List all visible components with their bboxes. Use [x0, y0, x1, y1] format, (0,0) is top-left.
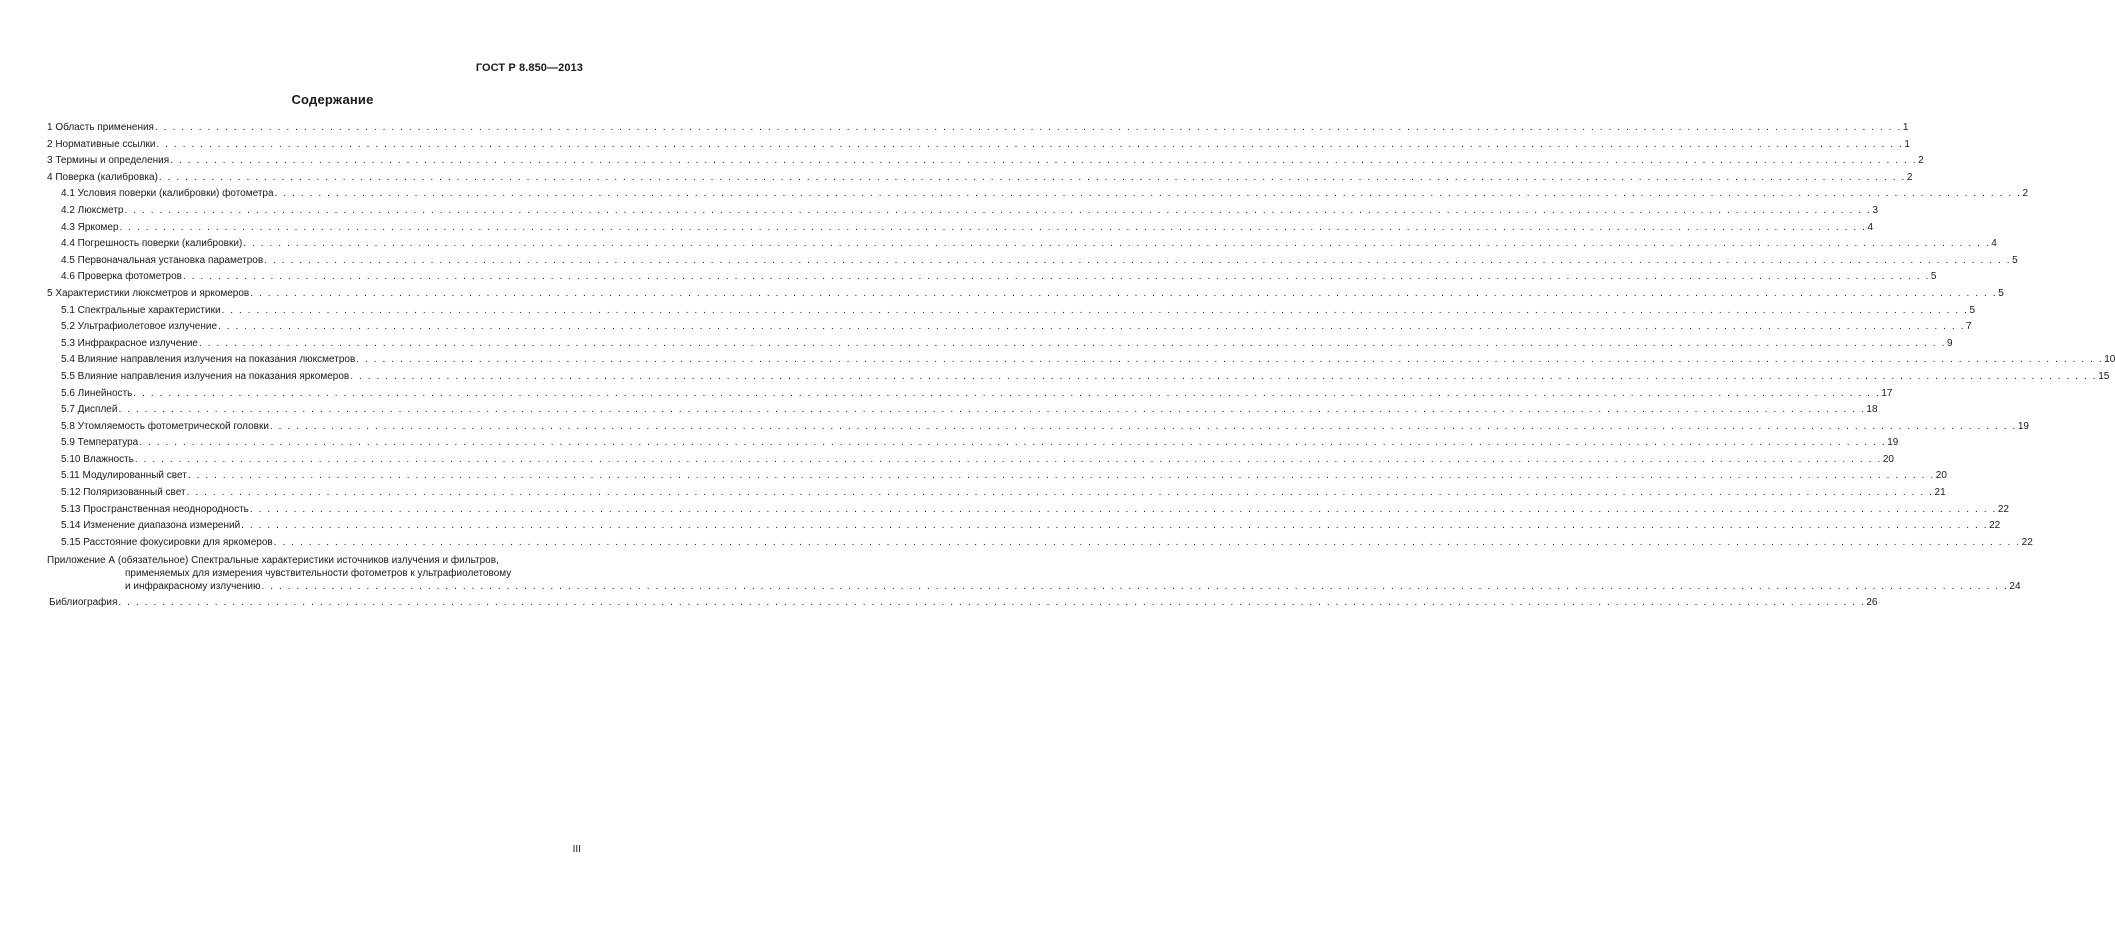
toc-entry-page-number: 1	[1902, 122, 1909, 133]
toc-entry[interactable]	[47, 120, 1909, 137]
toc-entry-page-number: 5	[1930, 271, 1937, 283]
annex-title-line-2: применяемых для измерения чувствительности фотометров к ультрафиолетовому	[125, 568, 512, 580]
toc-entry-label: 5.14 Изменение диапазона измерений	[61, 520, 241, 532]
toc-entry-page-number: 5	[2012, 254, 2018, 266]
toc-entry[interactable]	[47, 352, 2115, 369]
dot-leader: . . . . . . . . . . . . . . . . . . . . . . . . . . . . . . . . . . . . . . . . . . . . . . . . . . . . . . . . . . . . . . . . . . . . . . . . . . . . . . . . . . . . . . . . . . . . . . . . . . . . . . . . . . . . . . . . . . . . . . . . . . . . . . . . . . . . . . . . . . . . . . . . . . . . . . . . . . . . . . . . . . . . . . . . . . . . . . . . . . . . . . . . . . . . . . . . . . . . . . . .	[170, 155, 1918, 167]
toc-entry-label: 5.7 Дисплей	[61, 404, 118, 416]
toc-entry[interactable]	[47, 336, 1953, 353]
toc-entry-page-number: 5	[1969, 304, 1976, 316]
toc-entry-label: 5.5 Влияние направления излучения на показания яркомеров	[61, 370, 350, 382]
dot-leader: . . . . . . . . . . . . . . . . . . . . . . . . . . . . . . . . . . . . . . . . . . . . . . . . . . . . . . . . . . . . . . . . . . . . . . . . . . . . . . . . . . . . . . . . . . . . . . . . . . . . . . . . . . . . . . . . . . . . . . . . . . . . . . . . . . . . . . . . . . . . . . . . . . . . . . . . . . . . . . . . . . . . . . . . . . . . . . . . . . . . . . . . . . . . . . . . . . . . . . . .	[261, 581, 2009, 593]
toc-entry-page-number: 9	[1946, 337, 1953, 349]
toc-entry-label: 4.4 Погрешность поверки (калибровки)	[61, 238, 243, 250]
toc-entry[interactable]	[47, 253, 2018, 270]
toc-entry-page-number: 21	[1934, 487, 1946, 499]
dot-leader: . . . . . . . . . . . . . . . . . . . . . . . . . . . . . . . . . . . . . . . . . . . . . . . . . . . . . . . . . . . . . . . . . . . . . . . . . . . . . . . . . . . . . . . . . . . . . . . . . . . . . . . . . . . . . . . . . . . . . . . . . . . . . . . . . . . . . . . . . . . . . . . . . . . . . . . . . . . . . . . . . . . . . . . . . . . . . . . . . . . . . . . . . . . . . . . . . . . . . . . .	[273, 536, 2021, 548]
dot-leader: . . . . . . . . . . . . . . . . . . . . . . . . . . . . . . . . . . . . . . . . . . . . . . . . . . . . . . . . . . . . . . . . . . . . . . . . . . . . . . . . . . . . . . . . . . . . . . . . . . . . . . . . . . . . . . . . . . . . . . . . . . . . . . . . . . . . . . . . . . . . . . . . . . . . . . . . . . . . . . . . . . . . . . . . . . . . . . . . . . . . . . . . . . . . . . . . . . . . . . . .	[158, 171, 1906, 183]
toc-entry[interactable]	[47, 485, 1946, 502]
dot-leader: . . . . . . . . . . . . . . . . . . . . . . . . . . . . . . . . . . . . . . . . . . . . . . . . . . . . . . . . . . . . . . . . . . . . . . . . . . . . . . . . . . . . . . . . . . . . . . . . . . . . . . . . . . . . . . . . . . . . . . . . . . . . . . . . . . . . . . . . . . . . . . . . . . . . . . . . . . . . . . . . . . . . . . . . . . . . . . . . . . . . . . . . . . . . . . . . . . . . . . . .	[269, 420, 2017, 432]
dot-leader: . . . . . . . . . . . . . . . . . . . . . . . . . . . . . . . . . . . . . . . . . . . . . . . . . . . . . . . . . . . . . . . . . . . . . . . . . . . . . . . . . . . . . . . . . . . . . . . . . . . . . . . . . . . . . . . . . . . . . . . . . . . . . . . . . . . . . . . . . . . . . . . . . . . . . . . . . . . . . . . . . . . . . . . . . . . . . . . . . . . . . . . . . . . . . . . . . . . . . . . .	[139, 437, 1887, 449]
toc-entry-page-number: 17	[1881, 387, 1893, 399]
dot-leader: . . . . . . . . . . . . . . . . . . . . . . . . . . . . . . . . . . . . . . . . . . . . . . . . . . . . . . . . . . . . . . . . . . . . . . . . . . . . . . . . . . . . . . . . . . . . . . . . . . . . . . . . . . . . . . . . . . . . . . . . . . . . . . . . . . . . . . . . . . . . . . . . . . . . . . . . . . . . . . . . . . . . . . . . . . . . . . . . . . . . . . . . . . . . . . . . . . . . . . . .	[119, 221, 1867, 233]
toc-entry-label: 5.4 Влияние направления излучения на показания люксметров	[61, 354, 356, 366]
toc-entry-page-number: 5	[1998, 287, 2004, 299]
toc-annex-entry[interactable]	[47, 554, 2021, 593]
table-of-contents	[47, 120, 2115, 612]
toc-entry-page-number: 20	[1882, 453, 1894, 465]
toc-entry-label: 5 Характеристики люксметров и яркомеров	[47, 287, 250, 299]
dot-leader: . . . . . . . . . . . . . . . . . . . . . . . . . . . . . . . . . . . . . . . . . . . . . . . . . . . . . . . . . . . . . . . . . . . . . . . . . . . . . . . . . . . . . . . . . . . . . . . . . . . . . . . . . . . . . . . . . . . . . . . . . . . . . . . . . . . . . . . . . . . . . . . . . . . . . . . . . . . . . . . . . . . . . . . . . . . . . . . . . . . . . . . . . . . . . . . . . . . . . . . .	[264, 254, 2012, 266]
dot-leader: . . . . . . . . . . . . . . . . . . . . . . . . . . . . . . . . . . . . . . . . . . . . . . . . . . . . . . . . . . . . . . . . . . . . . . . . . . . . . . . . . . . . . . . . . . . . . . . . . . . . . . . . . . . . . . . . . . . . . . . . . . . . . . . . . . . . . . . . . . . . . . . . . . . . . . . . . . . . . . . . . . . . . . . . . . . . . . . . . . . . . . . . . . . . . . . . . . . . . . . .	[187, 470, 1935, 482]
annex-title-line-3: и инфракрасному излучению	[125, 581, 261, 593]
dot-leader: . . . . . . . . . . . . . . . . . . . . . . . . . . . . . . . . . . . . . . . . . . . . . . . . . . . . . . . . . . . . . . . . . . . . . . . . . . . . . . . . . . . . . . . . . . . . . . . . . . . . . . . . . . . . . . . . . . . . . . . . . . . . . . . . . . . . . . . . . . . . . . . . . . . . . . . . . . . . . . . . . . . . . . . . . . . . . . . . . . . . . . . . . . . . . . . . . . . . . . . .	[350, 370, 2098, 382]
toc-entry[interactable]	[47, 452, 1894, 469]
toc-entry-page-number: 3	[1872, 204, 1878, 216]
toc-entry-label: 3 Термины и определения	[47, 155, 170, 167]
toc-entry[interactable]	[47, 303, 1976, 320]
toc-entry[interactable]	[47, 319, 1972, 336]
toc-entry-page-number: 22	[1997, 503, 2009, 515]
page-number: III	[572, 844, 581, 855]
dot-leader: . . . . . . . . . . . . . . . . . . . . . . . . . . . . . . . . . . . . . . . . . . . . . . . . . . . . . . . . . . . . . . . . . . . . . . . . . . . . . . . . . . . . . . . . . . . . . . . . . . . . . . . . . . . . . . . . . . . . . . . . . . . . . . . . . . . . . . . . . . . . . . . . . . . . . . . . . . . . . . . . . . . . . . . . . . . . . . . . . . . . . . . . . . . . . . . . . . . . . . . .	[154, 122, 1902, 133]
dot-leader: . . . . . . . . . . . . . . . . . . . . . . . . . . . . . . . . . . . . . . . . . . . . . . . . . . . . . . . . . . . . . . . . . . . . . . . . . . . . . . . . . . . . . . . . . . . . . . . . . . . . . . . . . . . . . . . . . . . . . . . . . . . . . . . . . . . . . . . . . . . . . . . . . . . . . . . . . . . . . . . . . . . . . . . . . . . . . . . . . . . . . . . . . . . . . . . . . . . . . . . .	[356, 354, 2104, 366]
toc-entry-label: 5.1 Спектральные характеристики	[61, 304, 221, 316]
toc-entry-label: 5.12 Поляризованный свет	[61, 487, 186, 499]
toc-entry[interactable]	[47, 236, 1997, 253]
toc-entry-label: 5.2 Ультрафиолетовое излучение	[61, 321, 218, 333]
dot-leader: . . . . . . . . . . . . . . . . . . . . . . . . . . . . . . . . . . . . . . . . . . . . . . . . . . . . . . . . . . . . . . . . . . . . . . . . . . . . . . . . . . . . . . . . . . . . . . . . . . . . . . . . . . . . . . . . . . . . . . . . . . . . . . . . . . . . . . . . . . . . . . . . . . . . . . . . . . . . . . . . . . . . . . . . . . . . . . . . . . . . . . . . . . . . . . . . . . . . . . . .	[199, 337, 1946, 349]
dot-leader: . . . . . . . . . . . . . . . . . . . . . . . . . . . . . . . . . . . . . . . . . . . . . . . . . . . . . . . . . . . . . . . . . . . . . . . . . . . . . . . . . . . . . . . . . . . . . . . . . . . . . . . . . . . . . . . . . . . . . . . . . . . . . . . . . . . . . . . . . . . . . . . . . . . . . . . . . . . . . . . . . . . . . . . . . . . . . . . . . . . . . . . . . . . . . . . . . . . . . . . .	[156, 138, 1904, 150]
toc-entry-page-number: 2	[2022, 188, 2029, 200]
toc-entry-label: 4.1 Условия поверки (калибровки) фотометра	[61, 188, 274, 200]
toc-entry[interactable]	[47, 170, 1913, 187]
toc-entry-page-number: 22	[1989, 520, 2001, 532]
toc-entry-label: 2 Нормативные ссылки	[47, 138, 156, 150]
page-title: Содержание	[291, 92, 374, 107]
dot-leader: . . . . . . . . . . . . . . . . . . . . . . . . . . . . . . . . . . . . . . . . . . . . . . . . . . . . . . . . . . . . . . . . . . . . . . . . . . . . . . . . . . . . . . . . . . . . . . . . . . . . . . . . . . . . . . . . . . . . . . . . . . . . . . . . . . . . . . . . . . . . . . . . . . . . . . . . . . . . . . . . . . . . . . . . . . . . . . . . . . . . . . . . . . . . . . . . . . . . . . . .	[221, 304, 1969, 316]
toc-entry-label: 1 Область применения	[47, 122, 154, 133]
document-standard-header: ГОСТ Р 8.850—2013	[475, 62, 583, 74]
toc-entries	[47, 120, 2115, 551]
dot-leader: . . . . . . . . . . . . . . . . . . . . . . . . . . . . . . . . . . . . . . . . . . . . . . . . . . . . . . . . . . . . . . . . . . . . . . . . . . . . . . . . . . . . . . . . . . . . . . . . . . . . . . . . . . . . . . . . . . . . . . . . . . . . . . . . . . . . . . . . . . . . . . . . . . . . . . . . . . . . . . . . . . . . . . . . . . . . . . . . . . . . . . . . . . . . . . . . . . . . . . . .	[249, 503, 1997, 515]
toc-entry-page-number: 18	[1866, 404, 1878, 416]
toc-bibliography-entry[interactable]	[47, 595, 1878, 612]
dot-leader: . . . . . . . . . . . . . . . . . . . . . . . . . . . . . . . . . . . . . . . . . . . . . . . . . . . . . . . . . . . . . . . . . . . . . . . . . . . . . . . . . . . . . . . . . . . . . . . . . . . . . . . . . . . . . . . . . . . . . . . . . . . . . . . . . . . . . . . . . . . . . . . . . . . . . . . . . . . . . . . . . . . . . . . . . . . . . . . . . . . . . . . . . . . . . . . . . . . . . . . .	[218, 321, 1965, 333]
dot-leader: . . . . . . . . . . . . . . . . . . . . . . . . . . . . . . . . . . . . . . . . . . . . . . . . . . . . . . . . . . . . . . . . . . . . . . . . . . . . . . . . . . . . . . . . . . . . . . . . . . . . . . . . . . . . . . . . . . . . . . . . . . . . . . . . . . . . . . . . . . . . . . . . . . . . . . . . . . . . . . . . . . . . . . . . . . . . . . . . . . . . . . . . . . . . . . . . . . . . . . . .	[134, 453, 1882, 465]
toc-entry-page-number: 20	[1935, 470, 1947, 482]
toc-entry[interactable]	[47, 137, 1910, 154]
toc-entry-page-number: 19	[1887, 437, 1899, 449]
dot-leader: . . . . . . . . . . . . . . . . . . . . . . . . . . . . . . . . . . . . . . . . . . . . . . . . . . . . . . . . . . . . . . . . . . . . . . . . . . . . . . . . . . . . . . . . . . . . . . . . . . . . . . . . . . . . . . . . . . . . . . . . . . . . . . . . . . . . . . . . . . . . . . . . . . . . . . . . . . . . . . . . . . . . . . . . . . . . . . . . . . . . . . . . . . . . . . . . . . . . . . . .	[118, 597, 1866, 609]
toc-entry-page-number: 15	[2098, 370, 2110, 382]
toc-entry[interactable]	[47, 468, 1947, 485]
toc-entry-page-number: 1	[1904, 138, 1910, 150]
dot-leader: . . . . . . . . . . . . . . . . . . . . . . . . . . . . . . . . . . . . . . . . . . . . . . . . . . . . . . . . . . . . . . . . . . . . . . . . . . . . . . . . . . . . . . . . . . . . . . . . . . . . . . . . . . . . . . . . . . . . . . . . . . . . . . . . . . . . . . . . . . . . . . . . . . . . . . . . . . . . . . . . . . . . . . . . . . . . . . . . . . . . . . . . . . . . . . . . . . . . . . . .	[118, 404, 1866, 416]
toc-entry[interactable]	[47, 369, 2110, 386]
toc-entry-label: 5.11 Модулированный свет	[61, 470, 187, 482]
toc-entry-label: 5.15 Расстояние фокусировки для яркомеров	[61, 536, 273, 548]
toc-entry[interactable]	[47, 186, 2029, 203]
toc-entry-page-number: 19	[2017, 420, 2029, 432]
dot-leader: . . . . . . . . . . . . . . . . . . . . . . . . . . . . . . . . . . . . . . . . . . . . . . . . . . . . . . . . . . . . . . . . . . . . . . . . . . . . . . . . . . . . . . . . . . . . . . . . . . . . . . . . . . . . . . . . . . . . . . . . . . . . . . . . . . . . . . . . . . . . . . . . . . . . . . . . . . . . . . . . . . . . . . . . . . . . . . . . . . . . . . . . . . . . . . . . . . . . . . . .	[182, 271, 1930, 283]
toc-entry[interactable]	[47, 502, 2009, 519]
toc-entry-label: 5.13 Пространственная неоднородность	[61, 503, 249, 515]
dot-leader: . . . . . . . . . . . . . . . . . . . . . . . . . . . . . . . . . . . . . . . . . . . . . . . . . . . . . . . . . . . . . . . . . . . . . . . . . . . . . . . . . . . . . . . . . . . . . . . . . . . . . . . . . . . . . . . . . . . . . . . . . . . . . . . . . . . . . . . . . . . . . . . . . . . . . . . . . . . . . . . . . . . . . . . . . . . . . . . . . . . . . . . . . . . . . . . . . . . . . . . .	[250, 287, 1998, 299]
toc-entry[interactable]	[47, 269, 1937, 286]
toc-entry-label: 4.2 Люксметр	[61, 204, 124, 216]
bibliography-page-number: 26	[1866, 597, 1878, 609]
toc-entry-label: 5.8 Утомляемость фотометрической головки	[61, 420, 269, 432]
toc-entry[interactable]	[47, 386, 1893, 403]
toc-entry[interactable]	[47, 435, 1899, 452]
toc-entry-page-number: 2	[1906, 171, 1913, 183]
toc-entry-label: 4 Поверка (калибровка)	[47, 171, 158, 183]
annex-title-line-3-row	[47, 580, 2021, 593]
dot-leader: . . . . . . . . . . . . . . . . . . . . . . . . . . . . . . . . . . . . . . . . . . . . . . . . . . . . . . . . . . . . . . . . . . . . . . . . . . . . . . . . . . . . . . . . . . . . . . . . . . . . . . . . . . . . . . . . . . . . . . . . . . . . . . . . . . . . . . . . . . . . . . . . . . . . . . . . . . . . . . . . . . . . . . . . . . . . . . . . . . . . . . . . . . . . . . . . . . . . . . . .	[124, 204, 1872, 216]
toc-entry-label: 4.3 Яркомер	[61, 221, 119, 233]
toc-entry-page-number: 7	[1965, 321, 1972, 333]
toc-entry-label: 4.6 Проверка фотометров	[61, 271, 182, 283]
annex-page-number: 24	[2009, 581, 2021, 593]
toc-entry-label: 5.3 Инфракрасное излучение	[61, 337, 198, 349]
toc-entry-page-number: 4	[1867, 221, 1874, 233]
dot-leader: . . . . . . . . . . . . . . . . . . . . . . . . . . . . . . . . . . . . . . . . . . . . . . . . . . . . . . . . . . . . . . . . . . . . . . . . . . . . . . . . . . . . . . . . . . . . . . . . . . . . . . . . . . . . . . . . . . . . . . . . . . . . . . . . . . . . . . . . . . . . . . . . . . . . . . . . . . . . . . . . . . . . . . . . . . . . . . . . . . . . . . . . . . . . . . . . . . . . . . . .	[186, 487, 1934, 499]
dot-leader: . . . . . . . . . . . . . . . . . . . . . . . . . . . . . . . . . . . . . . . . . . . . . . . . . . . . . . . . . . . . . . . . . . . . . . . . . . . . . . . . . . . . . . . . . . . . . . . . . . . . . . . . . . . . . . . . . . . . . . . . . . . . . . . . . . . . . . . . . . . . . . . . . . . . . . . . . . . . . . . . . . . . . . . . . . . . . . . . . . . . . . . . . . . . . . . . . . . . . . . .	[241, 520, 1989, 532]
toc-entry[interactable]	[47, 518, 2001, 535]
toc-entry[interactable]	[47, 286, 2004, 303]
toc-entry[interactable]	[47, 535, 2033, 552]
toc-entry[interactable]	[47, 203, 1878, 220]
toc-entry[interactable]	[47, 153, 1924, 170]
toc-entry-label: 5.6 Линейность	[61, 387, 133, 399]
bibliography-label: Библиография	[49, 597, 118, 609]
dot-leader: . . . . . . . . . . . . . . . . . . . . . . . . . . . . . . . . . . . . . . . . . . . . . . . . . . . . . . . . . . . . . . . . . . . . . . . . . . . . . . . . . . . . . . . . . . . . . . . . . . . . . . . . . . . . . . . . . . . . . . . . . . . . . . . . . . . . . . . . . . . . . . . . . . . . . . . . . . . . . . . . . . . . . . . . . . . . . . . . . . . . . . . . . . . . . . . . . . . . . . . .	[274, 188, 2022, 200]
toc-entry-label: 5.10 Влажность	[61, 453, 134, 465]
toc-entry-page-number: 4	[1991, 238, 1997, 250]
dot-leader: . . . . . . . . . . . . . . . . . . . . . . . . . . . . . . . . . . . . . . . . . . . . . . . . . . . . . . . . . . . . . . . . . . . . . . . . . . . . . . . . . . . . . . . . . . . . . . . . . . . . . . . . . . . . . . . . . . . . . . . . . . . . . . . . . . . . . . . . . . . . . . . . . . . . . . . . . . . . . . . . . . . . . . . . . . . . . . . . . . . . . . . . . . . . . . . . . . . . . . . .	[133, 387, 1881, 399]
toc-entry-label: 5.9 Температура	[61, 437, 139, 449]
dot-leader: . . . . . . . . . . . . . . . . . . . . . . . . . . . . . . . . . . . . . . . . . . . . . . . . . . . . . . . . . . . . . . . . . . . . . . . . . . . . . . . . . . . . . . . . . . . . . . . . . . . . . . . . . . . . . . . . . . . . . . . . . . . . . . . . . . . . . . . . . . . . . . . . . . . . . . . . . . . . . . . . . . . . . . . . . . . . . . . . . . . . . . . . . . . . . . . . . . . . . . . .	[243, 238, 1991, 250]
toc-entry[interactable]	[47, 419, 2029, 436]
toc-entry-page-number: 10	[2104, 354, 2115, 366]
toc-entry[interactable]	[47, 402, 1878, 419]
toc-entry-page-number: 2	[1918, 155, 1924, 167]
toc-entry[interactable]	[47, 220, 1874, 237]
toc-entry-label: 4.5 Первоначальная установка параметров	[61, 254, 264, 266]
annex-title-line-1: Приложение А (обязательное) Спектральные характеристики источников излучения и фильтров,	[47, 555, 499, 567]
toc-entry-page-number: 22	[2021, 536, 2033, 548]
